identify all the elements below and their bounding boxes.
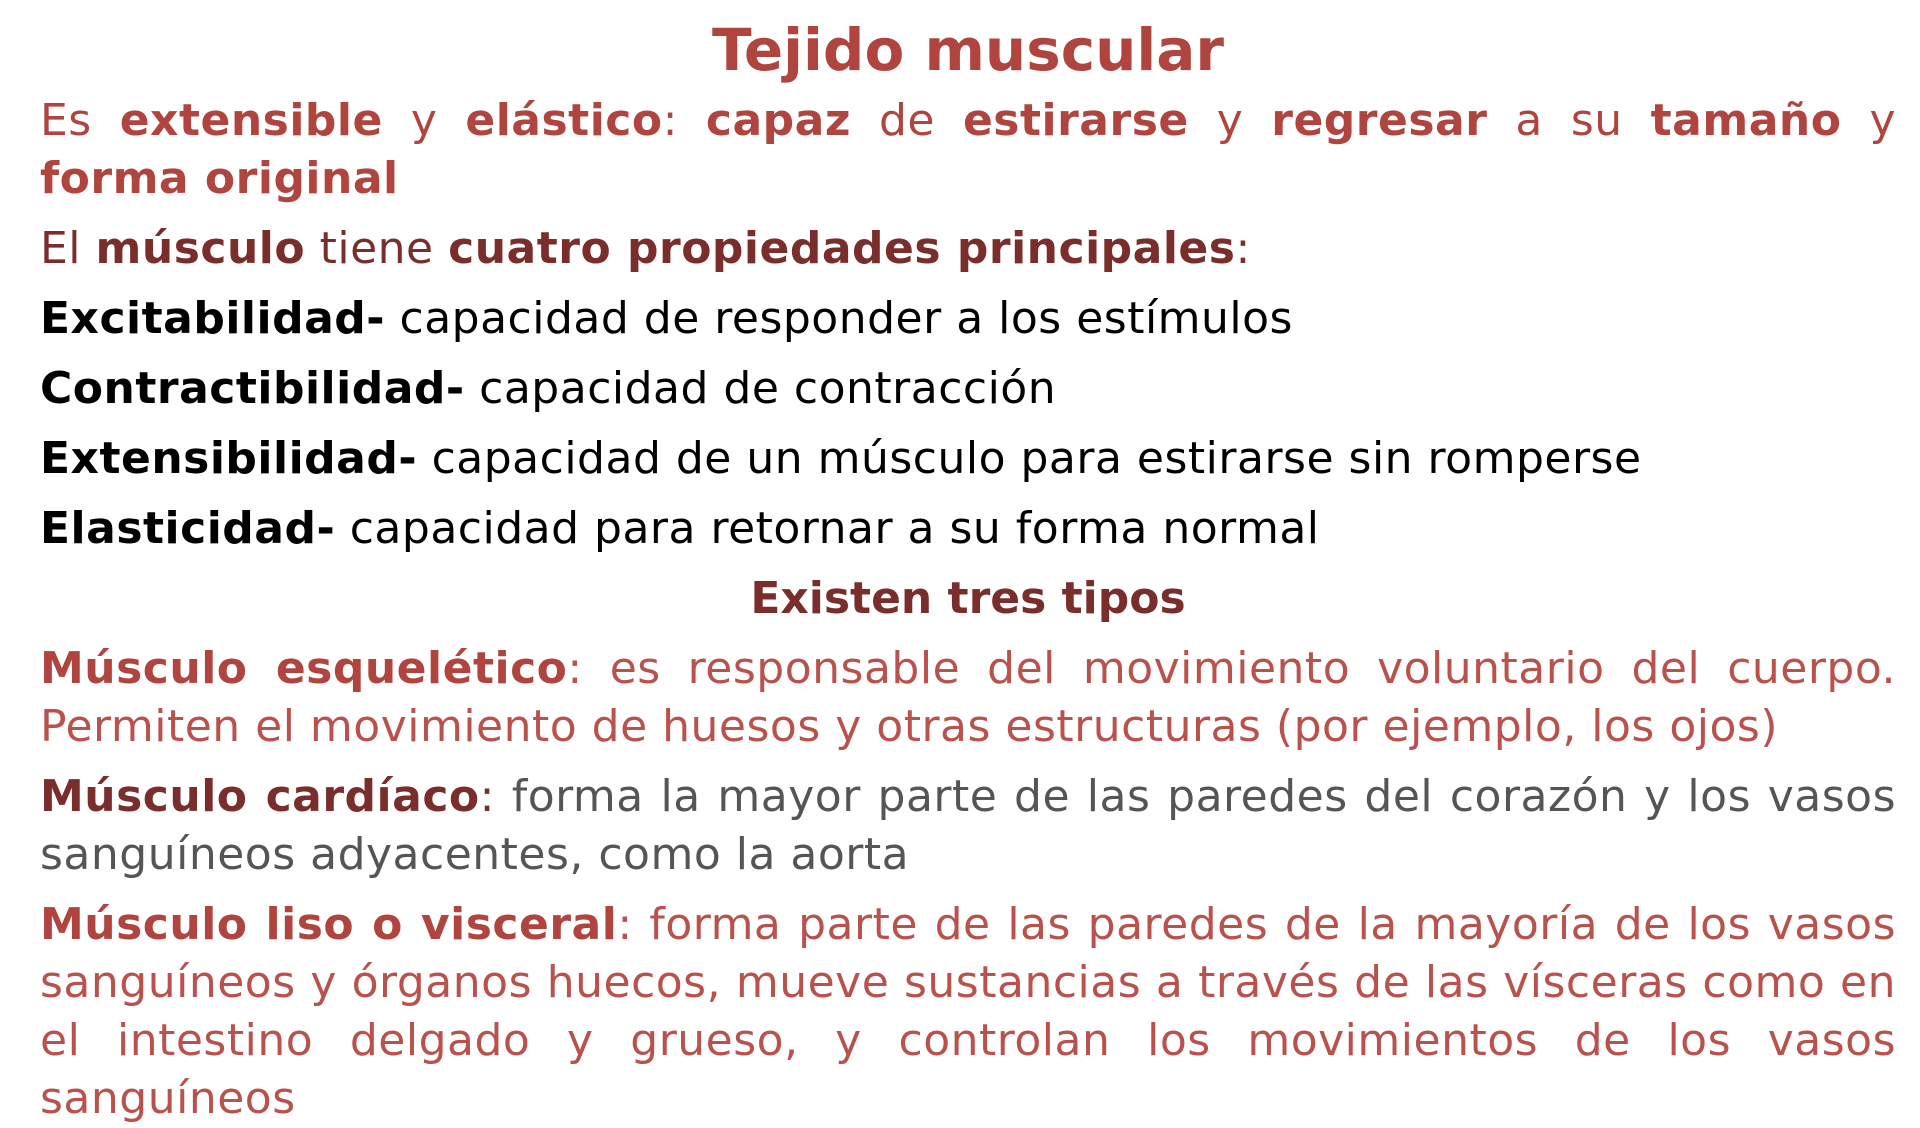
intro-keyword: extensible bbox=[119, 95, 383, 146]
intro-word: y bbox=[1869, 95, 1896, 146]
intro-colon: : bbox=[662, 95, 678, 146]
intro-word: a su bbox=[1515, 95, 1623, 146]
intro-word: y bbox=[410, 95, 438, 146]
intro-paragraph bbox=[40, 92, 1896, 208]
type-description: es responsable del movimiento voluntario del cuerpo. Permiten el movimiento de huesos y otras estructuras (por ejemplo, los ojos) bbox=[40, 643, 1896, 752]
properties-intro-word: tiene bbox=[319, 223, 434, 274]
type-cardiaco bbox=[40, 768, 1896, 884]
property-term: Extensibilidad- bbox=[40, 433, 418, 484]
property-elasticidad bbox=[40, 500, 1896, 558]
type-separator: : bbox=[617, 899, 633, 950]
intro-keyword: estirarse bbox=[962, 95, 1189, 146]
property-excitabilidad bbox=[40, 290, 1896, 348]
type-description: forma parte de las paredes de la mayoría de los vasos sanguíneos y órganos huecos, mueve sustancias a través de las vísceras como en el intestino delgado y grueso, y controlan los movimientos de los vasos sanguíneos bbox=[40, 899, 1896, 1124]
type-term: Músculo liso o visceral bbox=[40, 899, 618, 950]
type-liso bbox=[40, 896, 1896, 1128]
intro-keyword: regresar bbox=[1271, 95, 1488, 146]
intro-word: de bbox=[878, 95, 935, 146]
properties-intro-colon: : bbox=[1235, 223, 1251, 274]
property-description: capacidad de contracción bbox=[464, 363, 1057, 414]
type-term: Músculo esquelético bbox=[40, 643, 568, 694]
intro-keyword: capaz bbox=[705, 95, 851, 146]
type-description: forma la mayor parte de las paredes del corazón y los vasos sanguíneos adyacentes, como la aorta bbox=[40, 771, 1896, 880]
type-esqueletico bbox=[40, 640, 1896, 756]
properties-intro-word: El bbox=[40, 223, 82, 274]
property-description: capacidad de responder a los estímulos bbox=[385, 293, 1293, 344]
intro-keyword: tamaño bbox=[1650, 95, 1842, 146]
properties-intro-keyword: cuatro propiedades principales bbox=[448, 223, 1236, 274]
types-heading: Existen tres tipos bbox=[750, 573, 1186, 624]
property-extensibilidad bbox=[40, 430, 1896, 488]
intro-keyword: elástico bbox=[465, 95, 663, 146]
page-title: Tejido muscular bbox=[711, 16, 1225, 84]
type-separator: : bbox=[567, 643, 583, 694]
property-term: Excitabilidad- bbox=[40, 293, 386, 344]
property-term: Elasticidad- bbox=[40, 503, 336, 554]
properties-intro bbox=[40, 220, 1896, 278]
property-description: capacidad de un músculo para estirarse sin romperse bbox=[417, 433, 1642, 484]
properties-intro-keyword: músculo bbox=[95, 223, 306, 274]
property-contractibilidad bbox=[40, 360, 1896, 418]
intro-keyword: forma original bbox=[40, 153, 399, 204]
property-term: Contractibilidad- bbox=[40, 363, 465, 414]
type-term: Músculo cardíaco bbox=[40, 771, 480, 822]
intro-word: Es bbox=[40, 95, 92, 146]
property-description: capacidad para retornar a su forma normal bbox=[335, 503, 1320, 554]
intro-word: y bbox=[1216, 95, 1244, 146]
type-separator: : bbox=[479, 771, 495, 822]
